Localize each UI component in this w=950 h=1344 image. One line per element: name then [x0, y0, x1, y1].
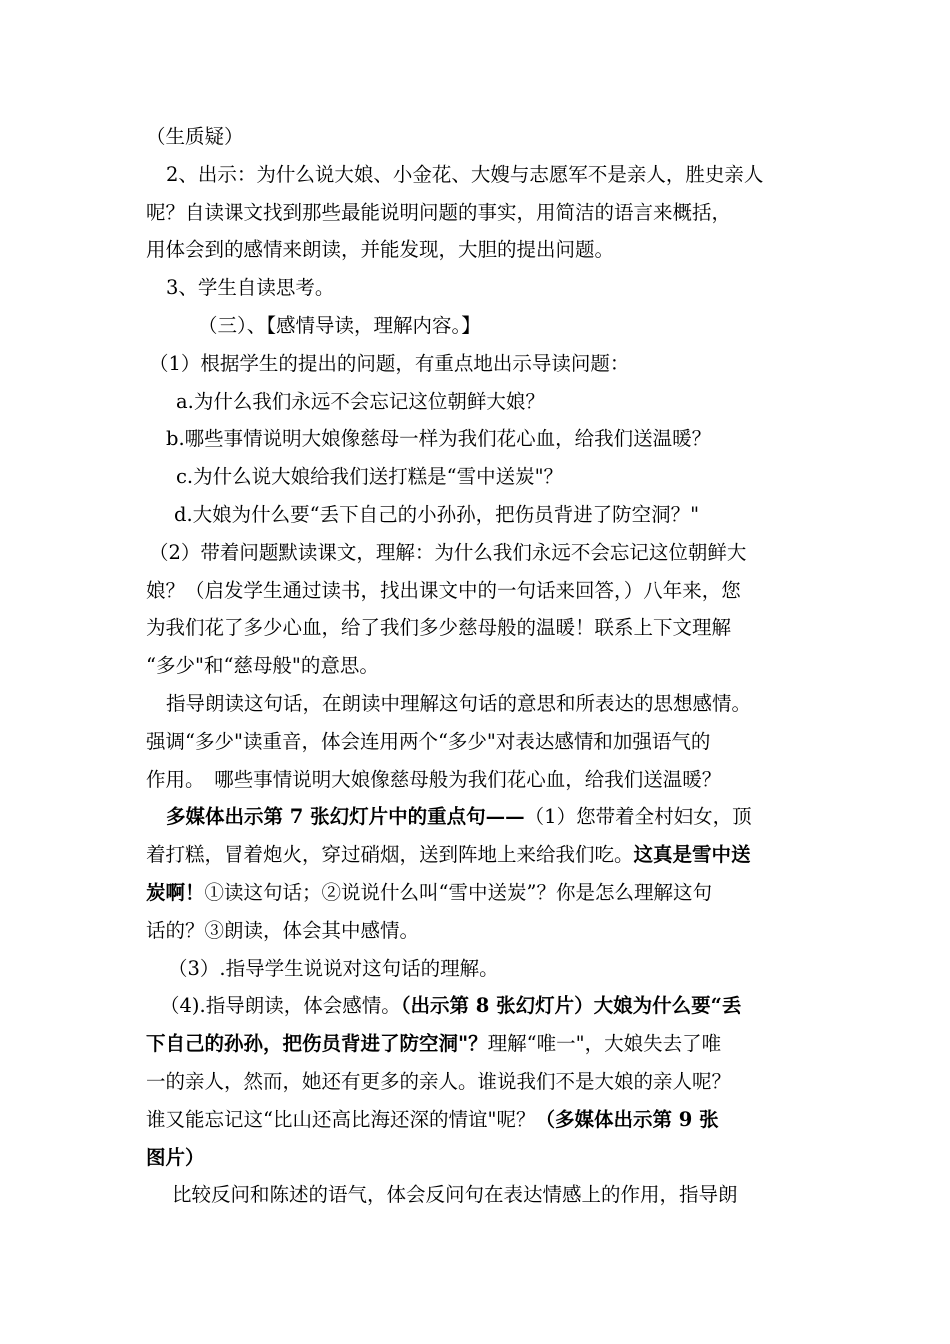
text-line: 作用。 哪些事情说明大娘像慈母般为我们花心血，给我们送温暖？	[146, 767, 722, 791]
section-heading: （三）、【感情导读，理解内容。】	[198, 313, 481, 337]
text-line: 娘？（启发学生通过读书，找出课文中的一句话来回答，）八年来，您	[146, 578, 741, 602]
bold-text: 下自己的孙孙，把伤员背进了防空洞"？	[146, 1032, 488, 1056]
text-line: 呢？自读课文找到那些最能说明问题的事实，用简洁的语言来概括，	[146, 200, 732, 224]
text-line	[146, 798, 814, 836]
plain-text: 谁又能忘记这“比山还高比海还深的情谊"呢？	[146, 1107, 536, 1131]
text-line: 为我们花了多少心血，给了我们多少慈母般的温暖！联系上下文理解	[146, 616, 732, 640]
question-c: c.为什么说大娘给我们送打糕是“雪中送炭"？	[176, 465, 564, 489]
bold-text: （多媒体出示第 9 张	[535, 1107, 719, 1131]
plain-text: （4).指导朗读，体会感情。	[160, 994, 401, 1018]
text-line: （2）带着问题默读课文，理解：为什么我们永远不会忘记这位朝鲜大	[149, 540, 747, 564]
text-line: 3、学生自读思考。	[166, 276, 335, 300]
question-a: a.为什么我们永远不会忘记这位朝鲜大娘？	[176, 389, 545, 413]
text-line: （1）根据学生的提出的问题，有重点地出示导读问题：	[149, 351, 630, 375]
question-b: b.哪些事情说明大娘像慈母一样为我们花心血，给我们送温暖？	[166, 427, 712, 451]
text-line	[146, 1025, 814, 1063]
text-line: （生质疑）	[146, 125, 244, 148]
bold-text: 炭啊！	[146, 880, 205, 904]
bold-text: （出示第 8 张幻灯片）大娘为什么要“丢	[400, 994, 742, 1018]
text-line: 强调“多少"读重音，体会连用两个“多少"对表达感情和加强语气的	[146, 729, 711, 753]
text-line	[146, 836, 814, 874]
text-line	[146, 1101, 814, 1139]
text-line: 图片）	[146, 1145, 205, 1169]
text-line: 比较反问和陈述的语气，体会反问句在表达情感上的作用，指导朗	[172, 1183, 738, 1207]
plain-text: ①读这句话；②说说什么叫“雪中送炭”？你是怎么理解这句	[204, 880, 712, 904]
text-line: 一的亲人，然而，她还有更多的亲人。谁说我们不是大娘的亲人呢？	[146, 1069, 732, 1093]
bold-text: 这真是雪中送	[633, 843, 751, 867]
plain-text: 理解“唯一"，大娘失去了唯	[487, 1032, 722, 1056]
text-line	[146, 987, 814, 1025]
text-line: 2、出示：为什么说大娘、小金花、大嫂与志愿军不是亲人，胜史亲人	[166, 162, 764, 186]
question-d: d.大娘为什么要“丢下自己的小孙孙，把伤员背进了防空洞？"	[174, 502, 700, 526]
text-line	[146, 874, 814, 912]
text-line: 用体会到的感情来朗读，并能发现，大胆的提出问题。	[146, 238, 615, 262]
text-line: “多少"和“慈母般"的意思。	[146, 654, 379, 678]
plain-text: （1）您带着全村妇女，顶	[524, 805, 752, 829]
plain-text: 着打糕，冒着炮火，穿过硝烟，送到阵地上来给我们吃。	[146, 843, 634, 867]
document-body	[146, 118, 814, 1214]
text-line: 话的？③朗读，体会其中感情。	[146, 918, 420, 942]
text-line: （3）.指导学生说说对这句话的理解。	[168, 956, 499, 980]
bold-text: 多媒体出示第 7 张幻灯片中的重点句——	[166, 805, 525, 829]
text-line: 指导朗读这句话，在朗读中理解这句话的意思和所表达的思想感情。	[166, 691, 752, 715]
